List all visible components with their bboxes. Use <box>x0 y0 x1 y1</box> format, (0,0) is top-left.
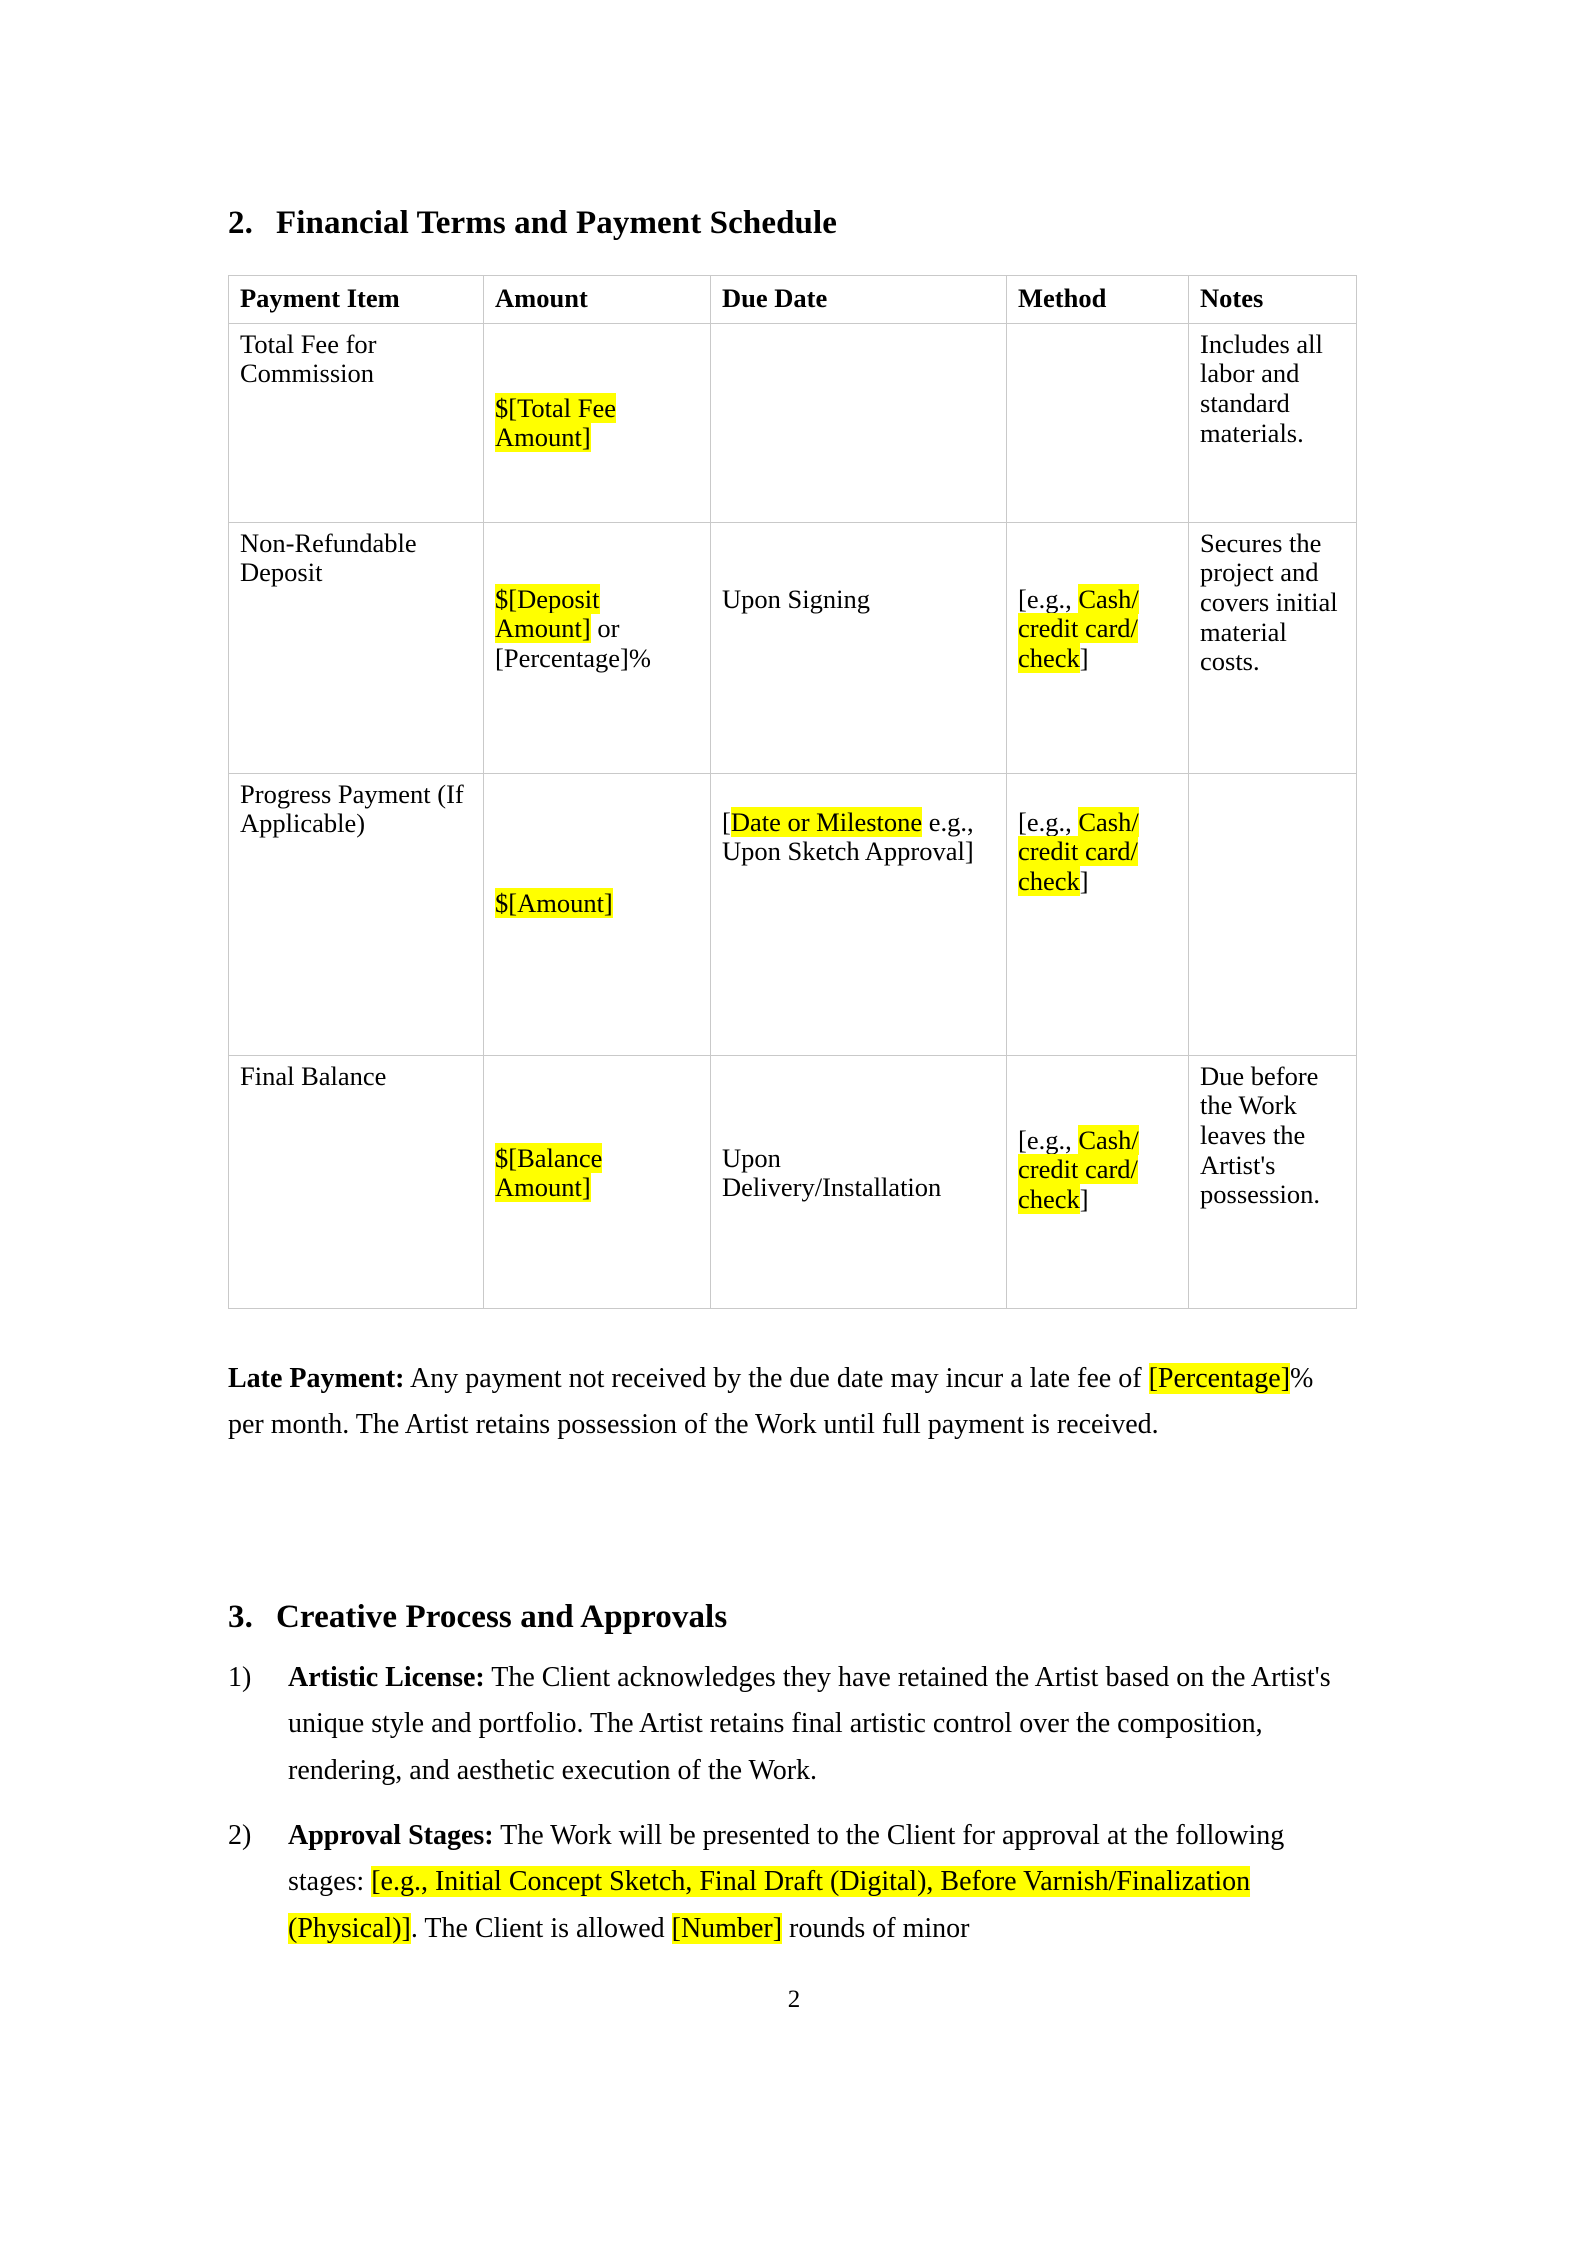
highlighted-placeholder: Cash/ credit card/ check <box>1018 583 1139 674</box>
table-row <box>229 522 1357 773</box>
method-suffix: ] <box>1079 1184 1089 1215</box>
list-item-marker: 1) <box>228 1661 252 1693</box>
section-number: 2. <box>228 205 253 241</box>
table-row <box>229 323 1357 522</box>
method-suffix: ] <box>1079 866 1089 897</box>
cell-notes: Includes all labor and standard materials. <box>1189 323 1357 522</box>
cell-amount <box>484 522 711 773</box>
list-item-text: The Client acknowledges they have retained the Artist based on the Artist's unique style and portfolio. The Artist retains final artistic control over the composition, rendering, and aesthetic execution of the Work. <box>288 1661 1331 1786</box>
list-item-text-middle: . The Client is allowed <box>410 1912 672 1944</box>
cell-payment-item: Final Balance <box>229 1055 484 1308</box>
list-item-text-after: rounds of minor <box>782 1912 970 1944</box>
cell-amount <box>484 773 711 1055</box>
section-heading-financial-terms <box>228 205 1356 242</box>
page-content <box>228 0 1356 1952</box>
section-spacer <box>228 1449 1356 1599</box>
list-item-text-before: The Work will be presented to the Client for approval at the following stages: <box>288 1820 1285 1898</box>
due-suffix: e.g., Upon Sketch Approval] <box>722 806 974 867</box>
section-heading-creative-process <box>228 1599 1356 1636</box>
cell-payment-item: Total Fee for Commission <box>229 323 484 522</box>
column-header-amount: Amount <box>484 276 711 324</box>
cell-method <box>1007 323 1189 522</box>
late-payment-paragraph <box>228 1356 1356 1449</box>
highlighted-placeholder: [e.g., Initial Concept Sketch, Final Draft (Digital), Before Varnish/Finalization (Physical)] <box>288 1866 1251 1944</box>
column-header-payment-item: Payment Item <box>229 276 484 324</box>
column-header-method: Method <box>1007 276 1189 324</box>
highlighted-placeholder: $[Total Fee Amount] <box>495 392 617 453</box>
highlighted-placeholder: Cash/ credit card/ check <box>1018 1124 1139 1215</box>
cell-method <box>1007 522 1189 773</box>
table-row <box>229 773 1357 1055</box>
section-title: Financial Terms and Payment Schedule <box>276 205 837 241</box>
due-prefix: [ <box>722 806 731 837</box>
highlighted-placeholder: [Percentage] <box>1148 1362 1291 1394</box>
method-prefix: [e.g., <box>1018 583 1079 614</box>
method-suffix: ] <box>1079 643 1089 674</box>
cell-method <box>1007 1055 1189 1308</box>
amount-plain-text: or [Percentage]% <box>495 613 651 674</box>
cell-notes <box>1189 773 1357 1055</box>
highlighted-placeholder: [Number] <box>671 1912 783 1944</box>
cell-due-date <box>711 773 1007 1055</box>
table-header-row <box>229 276 1357 324</box>
page-number: 2 <box>787 1986 801 2013</box>
table-row <box>229 1055 1357 1308</box>
method-prefix: [e.g., <box>1018 806 1079 837</box>
highlighted-placeholder: $[Deposit Amount] <box>495 583 600 644</box>
cell-amount <box>484 323 711 522</box>
list-item-label: Approval Stages: <box>288 1820 494 1852</box>
cell-due-date: Upon Signing <box>711 522 1007 773</box>
creative-process-list <box>228 1655 1356 1953</box>
column-header-due-date: Due Date <box>711 276 1007 324</box>
list-item <box>228 1813 1356 1952</box>
cell-method <box>1007 773 1189 1055</box>
late-payment-label: Late Payment: <box>228 1362 405 1394</box>
late-payment-text-after: % per month. The Artist retains possession of the Work until full payment is received. <box>228 1362 1314 1441</box>
cell-payment-item: Non-Refundable Deposit <box>229 522 484 773</box>
list-item-marker: 2) <box>228 1820 252 1852</box>
cell-notes: Secures the project and covers initial material costs. <box>1189 522 1357 773</box>
payment-schedule-table <box>228 275 1357 1309</box>
highlighted-placeholder: $[Balance Amount] <box>495 1142 603 1203</box>
column-header-notes: Notes <box>1189 276 1357 324</box>
list-item-label: Artistic License: <box>288 1661 485 1693</box>
cell-payment-item: Progress Payment (If Applicable) <box>229 773 484 1055</box>
section-number: 3. <box>228 1598 253 1635</box>
highlighted-placeholder: Cash/ credit card/ check <box>1018 806 1139 897</box>
method-prefix: [e.g., <box>1018 1124 1079 1155</box>
highlighted-placeholder: $[Amount] <box>495 887 613 918</box>
late-payment-text-before: Any payment not received by the due date may incur a late fee of <box>404 1362 1149 1394</box>
cell-due-date <box>711 323 1007 522</box>
cell-amount <box>484 1055 711 1308</box>
highlighted-placeholder: Date or Milestone <box>730 806 923 837</box>
section-title: Creative Process and Approvals <box>276 1598 728 1635</box>
cell-due-date: Upon Delivery/Installation <box>711 1055 1007 1308</box>
cell-notes: Due before the Work leaves the Artist's possession. <box>1189 1055 1357 1308</box>
list-item <box>228 1655 1356 1794</box>
